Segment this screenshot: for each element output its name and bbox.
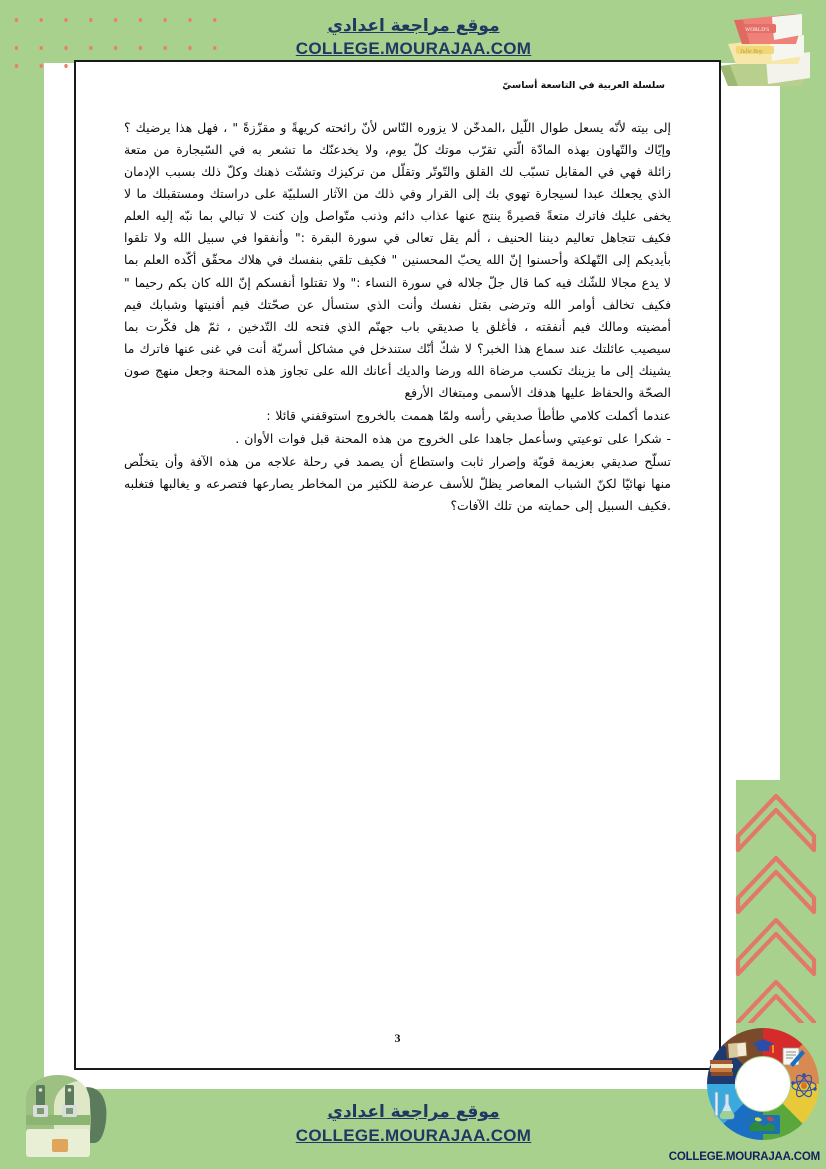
paragraph-conclusion: تسلّح صديقي بعزيمة قويّة وإصرار ثابت واستطاع أن يصمد في رحلة علاجه من هذه الآفة وأن يتخلّص منها نهائيّا لكنّ الشباب المعاصر يظلّ للأسف عرضة للكثير من المخاطر يصارعها فتصرعه و يغالبها فتغلبه .فكيف السبيل إلى حمايته من تلك الآفات؟ <box>124 454 671 514</box>
paragraph-narration: عندما أكملت كلامي طأطأ صديقي رأسه ولمّا هممت بالخروج استوقفني قائلا : <box>266 408 671 424</box>
site-banner-bottom[interactable] <box>249 1091 578 1157</box>
paragraph-quote: - شكرا على توعيتي وسأعمل جاهدا على الخروج من هذه المحنة قبل فوات الأوان . <box>235 431 671 447</box>
site-banner-top-arabic: موقع مراجعة اعدادي <box>327 15 500 36</box>
book-stack-icon <box>706 8 820 100</box>
education-donut-chart-icon <box>704 1025 822 1143</box>
chevron-up-decoration-icon <box>734 788 818 1023</box>
paragraph-main: إلى بيته لأنّه يسعل طوال اللّيل ،المدخّن لا يزوره النّاس لأنّ رائحته كريهةً و مقزّزةً " ، فهل هذا يرضيك ؟ وإيّاك والتّهاون بهذه المادّة الّتي تقرّب موتك كلّ يوم، ولا يخدعنّك ما تشعر به في السّيجارة من متعة زائلة فهي في المقابل تسبّب لك القلق والتّوتّر وتقلّل من تركيزك وتشتّت ذهنك وكلّ ذلك بسبب الإدمان الذي يجعلك عبدا لسيجارة تهوي بك إلى القرار وفي ذلك من الآثار السلبيّة على دراستك ومستقبلك ما لا يخفى عليك فاترك متعةً قصيرةً ينتج عنها عذاب دائم وذنب متّواصل وإن كنت لا تبالي بما نبّه إليه العلم فكيف تتجاهل تعاليم ديننا الحنيف ، ألم يقل تعالى في سورة البقرة :" وأنفقوا في سبيل الله ولا تلقوا بأيديكم إلى التّهلكة وأحسنوا إنّ الله يحبّ المحسنين " فكيف تلقي بنفسك في هلاك محقّق أكّده العلم بما لا يدع مجالا للشّك فيه كما قال جلّ جلاله في سورة النساء :" ولا تقتلوا أنفسكم إنّ الله كان بكم رحيما " فكيف تخالف أوامر الله وترضى بقتل نفسك وأنت الذي ستسأل عن صحّتك فيم أفنيتها وشبابك فيم أمضيته ومالك فيم أنفقته ، فأغلق يا صديقي باب جهنّم الذي فتحه لك التّدخين ، ثمّ هل فكّرت بما سيصيب عائلتك عند سماع هذا الخبر؟ لا شكّ أنّك ستندخل في مشاكل أسريّة أنت في غنى عنها فاترك ما يشينك إلى ما يزينك تكسب مرضاة الله ورضا والديك أعانك الله على تجاوز هذه المحنة وجعل منهج صون الصحّة والحفاظ عليها هدفك الأسمى ومبتغاك الأرفع <box>124 120 671 400</box>
svg-text:Julie Boy.: Julie Boy. <box>740 49 764 55</box>
corner-watermark: COLLEGE.MOURAJAA.COM <box>668 1151 820 1163</box>
document-body <box>124 117 671 517</box>
site-banner-bottom-arabic: موقع مراجعة اعدادي <box>327 1102 500 1123</box>
page-number: 3 <box>394 1031 401 1045</box>
background-band-left <box>0 0 44 1169</box>
document-header: سلسلة العربية في التاسعة أساسيّ <box>502 80 665 91</box>
site-banner-top-url[interactable]: COLLEGE.MOURAJAA.COM <box>295 39 532 58</box>
backpack-icon <box>8 1069 118 1161</box>
site-banner-bottom-url[interactable]: COLLEGE.MOURAJAA.COM <box>295 1125 532 1145</box>
svg-text:WORLD'S: WORLD'S <box>745 27 770 33</box>
document-content <box>76 62 719 1068</box>
document-sheet <box>74 60 721 1070</box>
